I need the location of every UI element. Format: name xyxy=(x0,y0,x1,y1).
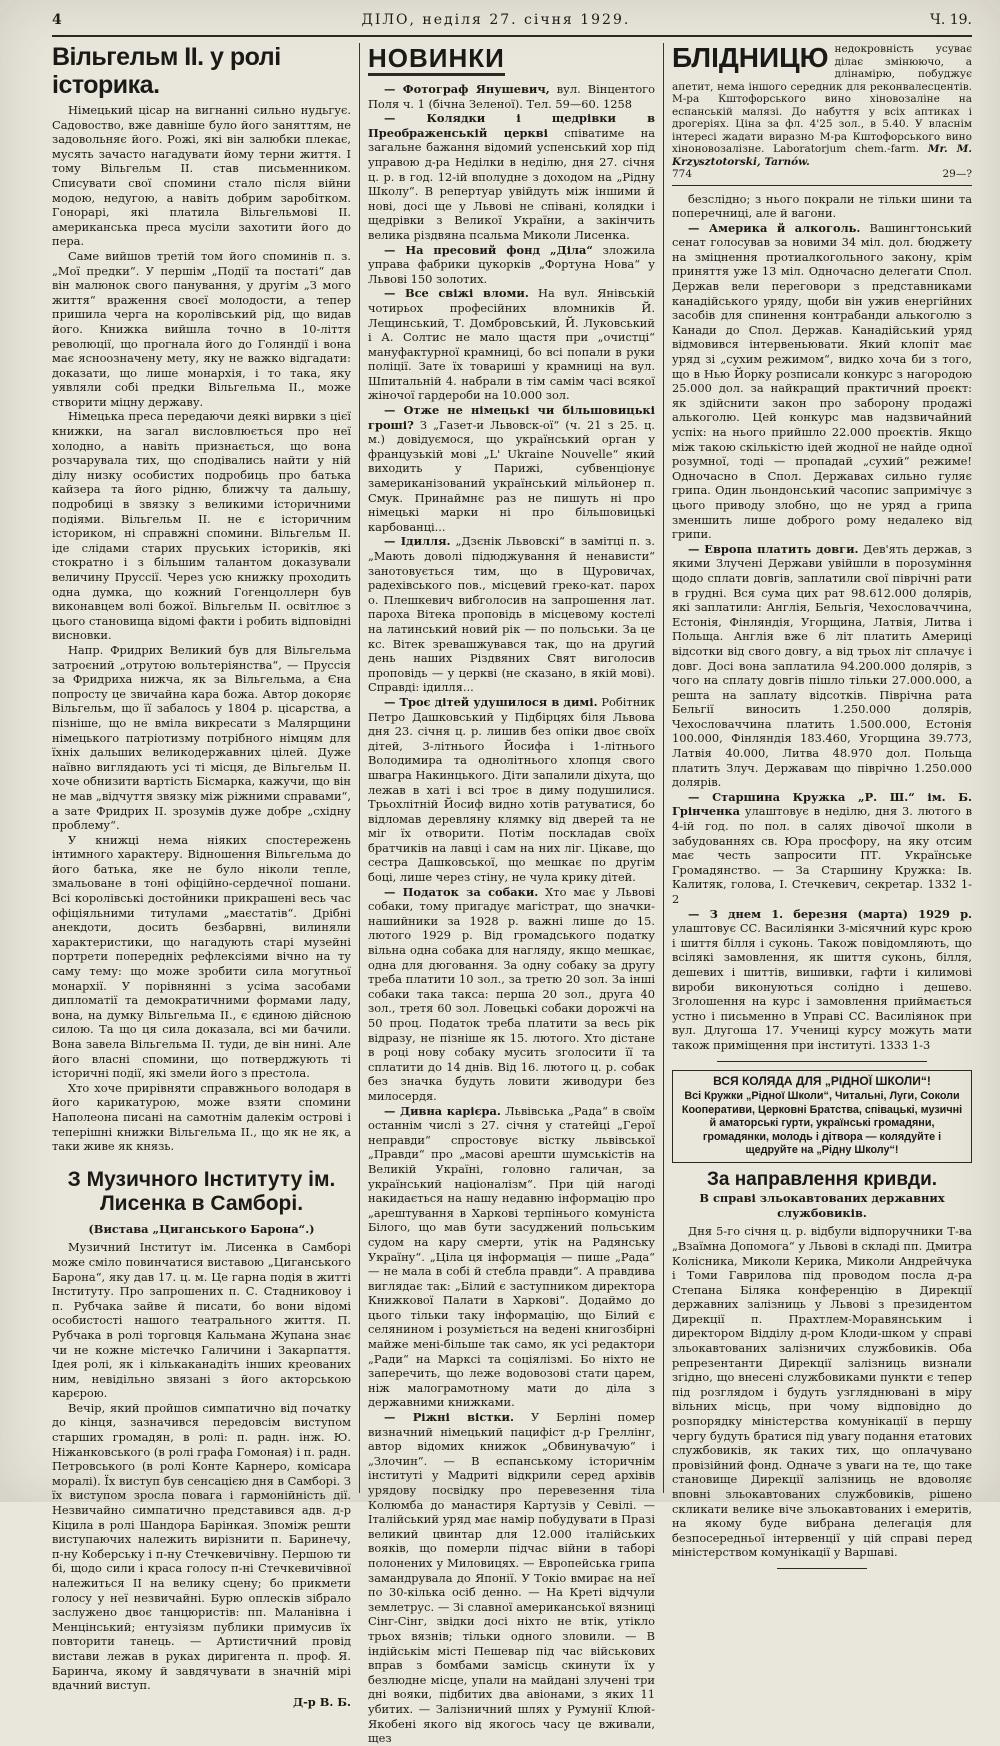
news-item xyxy=(368,885,655,1104)
news-item-lead: — Ідилля. xyxy=(384,534,451,549)
news-item-text: улаштовує СС. Василіянки 3-місячний курс крою і шиття білля і суконь. Також повідомляють, що всілякі замовлення, як шиття суконь, білля, дешевих і шиттів, вишивки, гафти і килимові вироби виконуються солідно і дешево. Зголошення на курс і замовлення приймається устно і письменно в Управі СС. Василіянок при вул. Длугоша 17. Учениці курсу можуть мати також приміщення при інституті. 1333 1-3 xyxy=(672,921,972,1052)
news-item-text: зложила управа фабрики цукорків „Фортуна Нова“ у Львові 150 золотих. xyxy=(368,242,655,286)
paragraph: Напр. Фридрих Великий був для Вільгельма затроєний „отрутою вольтеріянства“, — Пруссія за Фридриха нижча, як за Вільгельма, а Єна попросту це звичайна кара божа. Автор докоряє Вільгельм, що її забалось у 1804 р. цісарства, а пізніше, що не вміла викресати з Малярщини німецького патріотизму потрібного німцям для їхніх дальших великодержавних цілей. Дуже наївно виглядають усі ті місця, де Вільгельм II. хоче обнизити вартість Бісмарка, кажучи, що він не мав „відчуття звязку між ріжними справами“, а зате Фридрих II. зрозумів дуже добре „східну проблему“. xyxy=(52,642,351,833)
news-item-lead: — Америка й алкоголь. xyxy=(688,220,861,235)
news-item-text: співатиме на загальне бажання відомий успенський хор під управою д-ра Неділки в неділю, дня 27. січня ц. р. в год. 12-ій вполудне з доходом на „Рідну Школу“. В репертуар увійдуть між іншими й нові, досі ще у Львові не співані, колядки і щедрівки з Великої України, а закінчить велика різдвяна псальма Миколи Лисенка. xyxy=(368,125,655,242)
news-item xyxy=(672,192,972,221)
news-item xyxy=(672,221,972,542)
news-item-text: Дев'ять держав, з якими Злучені Держави увійшли в порозуміння щодо сплати довгів, заплатили свої піврічні рати в грудні. Вся сума цих рат 98.612.000 долярів, які заплатили: Англія, Бельгія, Чехословаччина, Естонія, Фінляндія, Угорщина, Латвія, Литва і Польща. Англія вже 6 літ платить Америці відсотки від свого довгу, а від трьох літ сплачує і довг. Досі вона заплатила 94.200.000 долярів, з чого на сплату довгів пішло тільки 27.000.000, а решта на заплату відсотків. Піврічна рата Бельгії виносить 1.250.000 долярів, Чехословаччина платить 1.500.000, Естонія 100.000, Фінляндія 183.460, Угорщина 39.773, Латвія 40.000, Литва 48.970 дол. Польща платить Злуч. Державам що піврічно 1.250.000 долярів. xyxy=(672,541,972,790)
page-number: 4 xyxy=(52,12,62,28)
news-item xyxy=(672,542,972,790)
issue-number: Ч. 19. xyxy=(930,12,972,28)
masthead: ДІЛО, неділя 27. січня 1929. xyxy=(361,12,631,28)
paragraph: Саме вийшов третій том його споминів п. з. „Мої предки“. У першім „Події та постаті“ дав він малюнок свого панування, у другім „З мого життя“ враження своєї молодости, а тепер пришила черга на королівський рід, що видав його. Книжка вийшла точно в 10-ліття революції, що прогнала його до Голяндії і вона має ясноозначену мету, яку не важко відгадати: доказати, що лише монархія, і то така, яку уявляли собі предки Вільгельма II., може створити міцну державу. xyxy=(52,248,351,409)
page-header xyxy=(52,12,972,37)
news-item-text: На вул. Янівській чотирьох професійних вломників Й. Лещинський, Т. Домбровський, Й. Луковський і А. Солтис не мало щастя при „очистці“ мануфактурної крамниці, бо всі попали в руки поліції. Зате їх товариші у крамниці на вул. Шпитальній 4. набрали в тім самім часі всякої жіночої гардероби на 10.000 зол. xyxy=(368,286,655,403)
advertisement xyxy=(672,43,972,186)
paragraph: Хто хоче прирівняти справжнього володаря в його карикатурою, може взяти спомини Наполеона писані на самотнім далекім острові і теперішні книжки Вільгельма II., що як не як, а таки живе як князь. xyxy=(52,1080,351,1154)
news-item xyxy=(368,111,655,242)
news-item xyxy=(672,907,972,1053)
news-list xyxy=(368,82,655,1746)
appeal-title: ВСЯ КОЛЯДА ДЛЯ „РІДНОЇ ШКОЛИ“! xyxy=(713,1073,931,1088)
article-signature: Д-р В. Б. xyxy=(292,1694,351,1709)
news-item-text: „Дзєнік Львовскі“ в замітці п. з. „Мають доволі підюджування й ненависти“ занотовується тим, що в Щуровичах, радехівського пов., місцевий греко-кат. парох о. Плешкевич вибголосив на запрошення лат. пароха Вітека проповідь в місцевому костелі на латинський новий рік — по польськи. За це кс. Вітек зревашжувався так, що на другий день наших Різдвяних Свят виголосив проповідь — у церкві (не сказано, в якій мові). Справді: ідилля... xyxy=(368,534,655,695)
news-item-lead: — Старшина Кружка „Р. Ш.“ ім. Б. Грінченка xyxy=(672,789,972,819)
news-item xyxy=(368,403,655,534)
paragraph: Музичний Інститут ім. Лисенка в Самборі може сміло повинчатися виставою „Циганського Барона“, яку дав 17. ц. м. Це гарна подія в житті Інституту. Про запрошених п. С. Стадниковоу і п. Рубчака зайве й писати, бо вони відомі особистості нашого театрального життя. П. Рубчака в ролі торговця Кальмана Жупана знає чи не кожне містечко Галичини і Закарпаття. Ідея ролі, як і кількаканадіть інших креованих ним, невідільно звязані з його акторською карєрою. xyxy=(52,1240,351,1401)
news-item-text: Хто має у Львові собаки, тому пригадує магістрат, що значки-нашийники за 1928 р. важні лише до 15. лютого 1929 р. Від громадського податку вільна одна собака для нагляду, якщо мешкає, одна для дюговання. За одну собаку за другу треба платити 10 зол., за третю 20 зол. За інші собаки така такса: перша 20 зол., друга 40 зол., третя 60 зол. Ловецькі собаки дорожчі на 50 проц. Податок треба платити за весь рік відразу, не пізніше як 15. лютого. Хто дістане в році нову собаку мусить зголосити її та сплатити до 14 днів. Від 16. лютого ц. р. собак без значка будуть ловити живодури без милосердя. xyxy=(368,884,655,1103)
ad-ref-2: 29—? xyxy=(942,168,972,180)
ad-text: недокровність усуває ділає змінюючо, а длінамірю, побуджує апетит, нема іншого середник для реконвалесцентів. М-ра Кштофорського вино хіновозаліне на еспанській малязі. До набуття у всіх аптиках і дрогеріях. Ціна за фл. 4'25 зол., в 5.40. У власнім інтересі жадати виразно М-ра Кштофорського вино хіноновозалізне. Laboratorjum chem.-farm. xyxy=(672,43,972,155)
news-item xyxy=(368,286,655,403)
column-1 xyxy=(52,43,360,1709)
divider xyxy=(777,1568,867,1569)
news-item-lead: — Фотограф Янушевич, xyxy=(384,82,550,96)
news-item-text: Львівська „Рада“ в своїм останнім числі з 27. січня у статейці „Герої неправди“ спростовує вістку львівської „Правди“ про „масові арешти шумськістів на Великій Україні, головно галичан, за український націоналізм“. При цій нагоді накидається на нашу недавню інформацію про „арештування в Харкові терпінього комуніста Білого, що мав бути засуджений польським судом на кару смерти, утік на Радянську Україну“. „Ціла ця інформація — пише „Рада“ — не мала в собі й стебла правди“. А правдива виглядає так: „Білий є заступником директора Книжкової Палати в Харкові“. Додаймо до цього тільки таку інформацію, що Білий є селянином і розуміється на ведені книгозбірні майже мені-більше так само, як усі редактори „Ради“ на Марксі та соціялізмі. Бо ніхто не заперечить, що леже водовозові стати царем, ніж малограмотному мати до діла з державними книжками. xyxy=(368,1103,655,1410)
news-item-lead: — Троє дітей удушилося в димі. xyxy=(384,694,598,709)
news-item-lead: — Податок за собаки. xyxy=(384,884,539,899)
news-item xyxy=(368,1410,655,1746)
news-item-lead: — Ріжні вістки. xyxy=(384,1410,514,1425)
article-headline-sambir: З Музичного Інституту ім. Лисенка в Самборі. xyxy=(67,1167,336,1215)
article-body-wilhelm xyxy=(52,103,351,1154)
divider xyxy=(717,1061,927,1062)
news-item xyxy=(368,695,655,885)
news-item-lead: — Отже не німецькі чи більшовицькі гроші? xyxy=(368,403,655,432)
news-item-lead: — Европа платить довги. xyxy=(688,541,859,556)
ad-brand: БЛІДНИЦЮ xyxy=(672,42,829,73)
news-item-lead: — Все свіжі вломи. xyxy=(384,286,529,301)
news-list-continued xyxy=(672,192,972,1053)
news-item xyxy=(368,1104,655,1410)
article-subhead-sambir: (Вистава „Циганського Барона“.) xyxy=(88,1221,315,1236)
news-item-text: Робітник Петро Дашковський у Підбірцях біля Львова дня 23. січня ц. р. лишив без опіки двоє своїх дітей, 3-літнього Йосифа і 1-літнього Володимира та однолітнього хлопця свого швагра Накинцького. Діти запалили діхута, що лежав в хаті і всі троє в диму подушилися. Трьохлітній Йосиф видно хотів ратуватися, бо відломав деревляну клямку від дверей та не міг їх отворити. Потім поскладав своїх братчиків на лавці і сам на них ліг. Цікаве, що сестра Дашковської, що мешкає по другім боці, лише через стіну, не чула крику дітей. xyxy=(368,694,656,885)
article-subhead-kryvdy: В справі зльокавтованих державних службовиків. xyxy=(699,1191,945,1220)
news-item-text: З „Газет-и Львовск-ої“ (ч. 21 з 25. ц. м.) довідуємося, що український орган у французькій мові „L' Ukraine Nouvelle“ який виходить у Парижі, субвенціонує замериканізований український мільйонер п. Смук. Принаймнє раз не пишуть ні про німецькі марки ні про більшовицькі карбованці... xyxy=(368,417,655,534)
column-2 xyxy=(360,43,664,1746)
news-item-text: безслідно; з нього покрали не тільки шини та поперечниці, але й вагони. xyxy=(672,191,972,221)
news-item-lead: — Дивна карієра. xyxy=(384,1103,501,1118)
ad-ref: 774 xyxy=(672,168,693,180)
news-item xyxy=(368,243,655,287)
article-headline-kryvdy: За направлення кривди. xyxy=(706,1168,938,1190)
column-3 xyxy=(664,42,972,1560)
section-title-news: НОВИНКИ xyxy=(368,43,505,76)
article-headline-wilhelm: Вільгельм II. у ролі історика. xyxy=(52,43,281,99)
news-item-text: Вашингтонський сенат голосував за новими 34 міл. дол. бюджету на зміцнення протиалкогольного закону, крім приняття уже 13 міл. Одночасно делегати Спол. Держав вели переговори з представниками канадійського уряду, щоби він ужив енергійних засобів для спинення контрабанди алькоголю з Канади до Спол. Держав. Канадійський уряд відмовився інтервеньювати. Який клопіт має уряд зі „сухим режимом“, видко хоча би з того, що в Нью Йорку розписали конкурс з нагородою 25.000 дол. за найкращий практичний проєкт: як здійснити закон про заборону продажі алькоголю. Цей конкурс мав надзвичайний успіх: на нього прийшло 22.000 проєктів. Якщо між такою скількістю ідей жодної не найде одної розумної, тоді — пропадай „сухий“ режиме! Одночасно в Спол. Державах сильно гуляє грипа. Один льондонський часопис запримічує з цього приводу злобно, що не уряд а грипа зменшить лише доброго рому недалеко від грипи. xyxy=(672,220,972,542)
news-item xyxy=(672,790,972,907)
paragraph: Німецька преса передаючи деякі вирвки з цієї книжки, на загал висловлюється про неї холодно, а навіть признається, що вона розчарувала тих, що сподівались найти у ній ділу низку особистих подробиць про батька кайзера та його рідню, ближчу та дальшу, подробиці в звязку з великими історичними подіями. Вільгельм II. не є історичним істориком, ні справжні спомини. Вільгельм II. іде слідами старих пруських істориків, які стократно і з більшим талантом доказували величину Пруссії. Через усю книжку проходить одна думка, що кожний Гогенцоллерн був виконавцем волі божої. Вільгельм II. освітлює з цього становища відомі факти і робить відповідні висновки. xyxy=(52,409,351,643)
news-item-lead: — На пресовий фонд „Діла“ xyxy=(384,242,593,257)
news-item-lead: — Колядки і щедрівки в Преображенській церкві xyxy=(368,111,655,140)
paragraph: Дня 5-го січня ц. р. відбули відпоручники Т-ва „Взаїмна Допомога“ у Львові в складі пп. Дмитра Колісника, Миколи Керика, Миколи Андрейчука і Томи Гаврилова під проводом посла д-ра Степана Біляка конференцію в Дирекції державних залізниць у Львові з президентом Дирекції п. Прахтлем-Моравянським і директором Відділу д-ром Клоди-шком у справі зльокавтованих залізничих службовиків. Оба репрезентанти Дирекції залізниць визнали згідно, що внесені службовиками пункти є тепер під розглядом і будуть узгляднювані в міру вільних місць, при чому відповідно до розпорядку міністерства комунікації в першу чергу будуть братися під увагу подання етатових службовиків, як таких тих, що оплачувано провізійний фонд. Одначе з уваги на те, що таке становище Дирекції залізниць не вдоволяє вповні зльокавтованих службовиків, рішено скликати велике віче зльокавтованих і емеритів, на якому буде вибрана делегація для безпосередньої інтервенції у цій справі перед міністерством комунікації у Варшаві. xyxy=(672,1224,972,1560)
paragraph: У книжці нема ніяких спостережень інтимного характеру. Відношення Вільгельма до його батька, яке не було ніколи тепле, змальоване в тоні офіційно-сердечної пошани. Всі королівські достойники прикрашені весь час офіціяльними титулами „маєстатів“. Дрібні анекдоти, досить безбарвні, вилиняли характеристики, що нагадують старі музейні портрети попередніх рефлексіями вічно на ту саму тему: що може зробити сила могутньої монархії. У порівнянні з усіма засобами дипломатії та демократичними формами ладу, вона, на думку Вільгельма II., є єдиною дійсною силою. Та що ця сила доказала, всі ми бачили. Вона завела Вільгельма II. туди, де він нині. Але його власні спомини, що потверджують ті історичні події, які змели його з престола. xyxy=(52,832,351,1081)
news-item-text: вул. Вінцентого Поля ч. 1 (бічна Зеленої). Тел. 59—60. 1258 xyxy=(368,82,656,111)
columns xyxy=(52,42,972,1746)
appeal-box xyxy=(672,1070,972,1163)
news-item-text: У Берліні помер визначний німецький пацифіст д-р Греллінг, автор відомих книжок „Обвинувачую“ і „Злочин“. — В еспанському історичнім інституті у Мадриті відкрили серед архівів урядову посвідку про перевезення тіла Колюмба до манастиря Картузів у Севілі. — Італійський уряд має намір побудувати в Празі великий цвинтар для 12.000 італійських вояків, що померли підчас війни в таборі полонених у Миловицях. — Европейська грипа замандрувала до Японії. У Токіо вмирає на неї по 30-кілька осіб денно. — На Креті відчули землетрус. — Зі славної американської вязниці Сінг-Сінг, звідки досі ніхто не втік, утікло трьох вязнів; тільки одного зловили. — В індійськім місті Пешевар під час військових вправ з бомбами замісць скинути їх у безлюдне місце, упали на майдані злучені три дні вояки, підбитих два авіонами, з яких 11 убитих. — Залізничний шлях у Румунії Клюй-Якобені якого від якогось часу це вживали, щез xyxy=(368,1410,655,1746)
news-item xyxy=(368,534,655,695)
paragraph: Німецький цісар на вигнанні сильно нудьгує. Садовоство, вже давніше було його заняттям, не задовольняє його. Рожі, які він залюбки плекає, мусять зачасто нагадувати йому терни життя. І тому Вільгельм II. став письменником. Списувати свої спомини стало після війни модою, недугою, а навіть добрим заробітком. Гонорарі, які платила Вільгельмові II. американська преса мусіли захотити його до пера. xyxy=(52,103,351,249)
news-item-text: улаштовує в неділю, дня 3. лютого в 4-ій год. по пол. в салях дівочої школи в забудованнях св. Юра просфору, на яку отсим має честь запросити ПТ. Українське Громадянство. — За Старшину Кружка: Ів. Калитяк, голова, І. Стечкевич, секретар. 1332 1-2 xyxy=(672,804,972,906)
paragraph: Вечір, який пройшов симпатично від початку до кінця, зазначився передовсім виступом старших громадян, в ролі: п. радн. інж. Ю. Ніжанковського (в ролі графа Гомоная) і п. радн. Петровського (в ролі Конте Карнеро, комісара моралі). Їх виступ був сенсацією дня в Самборі. З їх виступом зросла повага і гармонійність дії. Незвичайно симпатично представився адв. д-р Кіцила в ролі Шандора Барінкая. Зпоміж решти виступаючих належить вирізнити п. Баринечу, п-ну Коберську і п-ну Стечкевичівну. Першою ти бі, щодо сили і краса голосу п-ні Стечкевичівної належиться II на велику сцену; бо прикмети голосу у неї незвичайні. Бурю оплесків зібрало заслужено двоє танцюристів: пп. Маланівна і Менцінський; ентузіязм публики примусив їх повторити танець. — Артистичний провід вистави лежав в руках диригента п. проф. Я. Баринча, якому й завдячувати в значній мірі вдачний виступ. xyxy=(52,1400,351,1693)
news-item xyxy=(368,82,655,111)
news-item-lead: — З днем 1. березня (марта) 1929 р. xyxy=(688,906,972,921)
ad-signature: Mr. M. Krzysztotorski, Tarnów. xyxy=(672,143,972,168)
appeal-text: Всі Кружки „Рідної Школи“, Читальні, Луги, Соколи Кооперативи, Церковні Братства, співацькі, музичні й аматорські гурти, українські громадяни, громадянки, молодь і дітвора — колядуйте і щедруйте на „Рідну Школу“! xyxy=(681,1090,963,1157)
